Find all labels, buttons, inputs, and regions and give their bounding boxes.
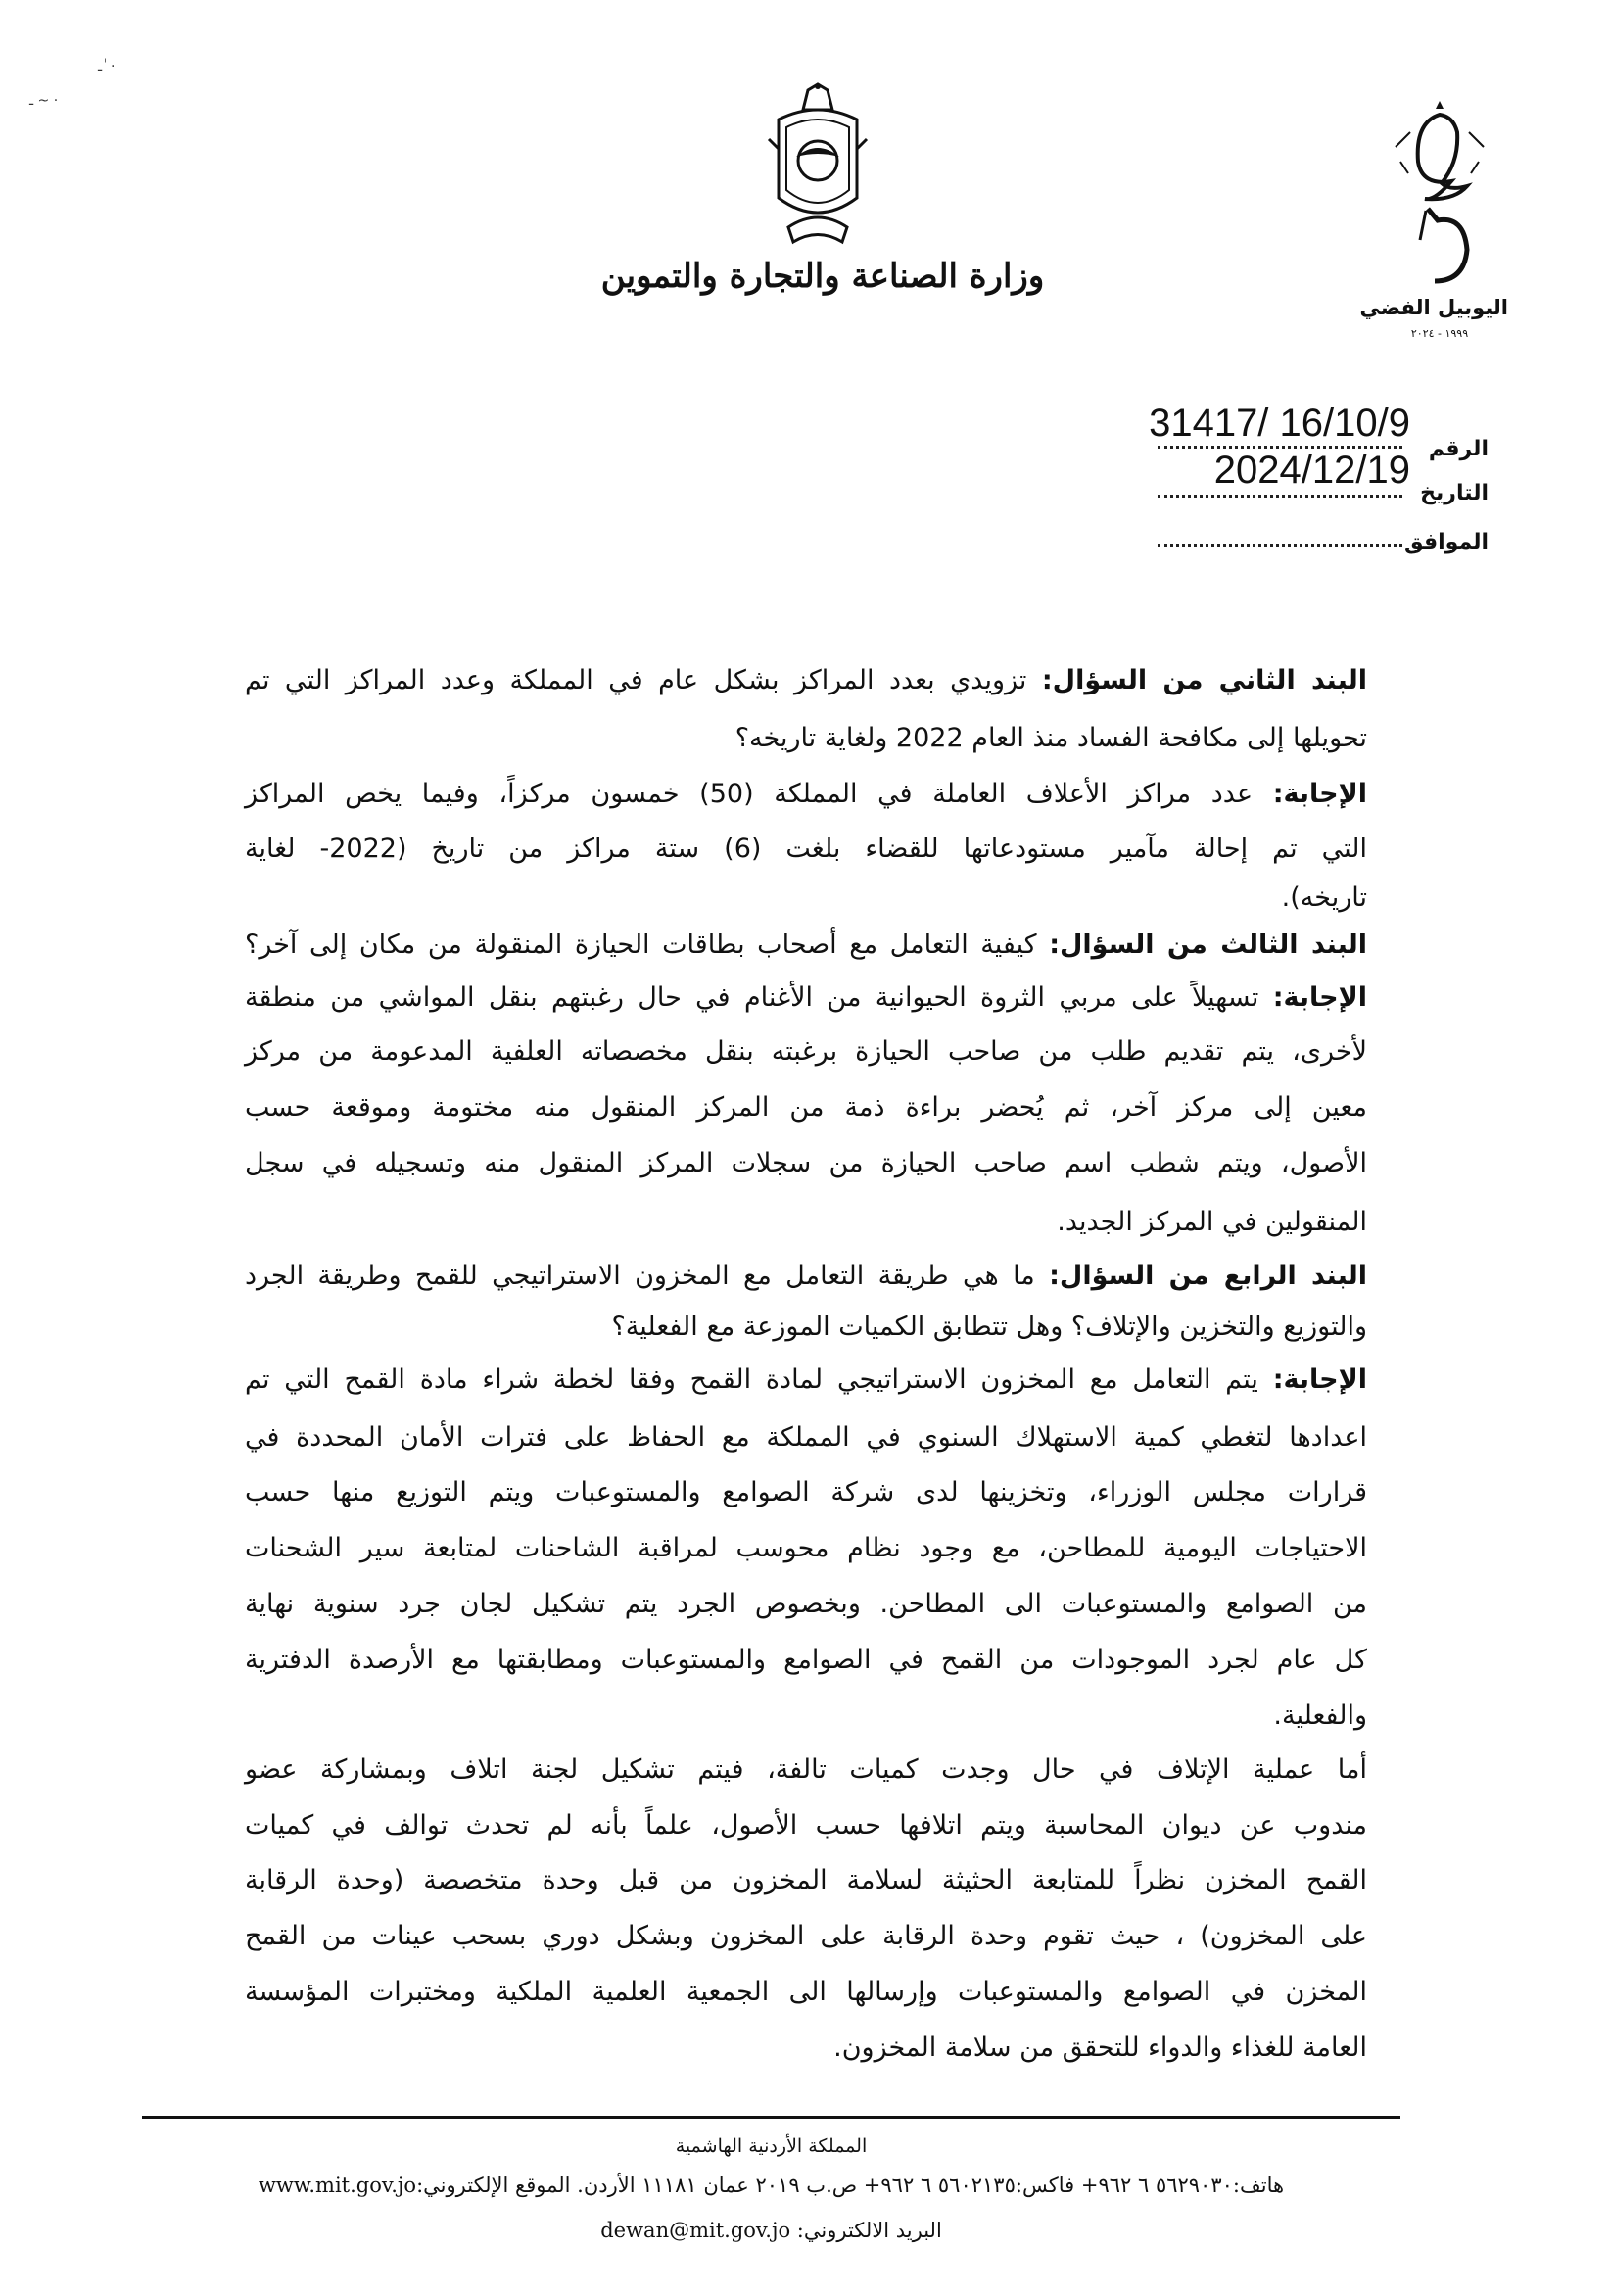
body-line [245, 1750, 1367, 1790]
silver-jubilee-logo [1381, 93, 1498, 289]
body-line [245, 1308, 1367, 1347]
body-line-text: تزويدي بعدد المراكز بشكل عام في المملكة وعدد المراكز التي تم [245, 665, 1042, 695]
body-line [245, 1144, 1367, 1183]
reference-date-label: التاريخ [1420, 481, 1489, 505]
hijri-date-label: الموافق [1403, 530, 1489, 554]
body-line-text: والفعلية. [1273, 1700, 1367, 1731]
body-line [245, 1973, 1367, 2012]
hijri-date-dotted-line [1158, 544, 1402, 547]
coat-of-arms-emblem [759, 80, 876, 247]
body-line-text: تسهيلاً على مربي الثروة الحيوانية من الأغنام في حال رغبتهم بنقل المواشي من منطقة [245, 982, 1273, 1013]
body-line [245, 1203, 1367, 1242]
body-line-text: تاريخه). [1281, 883, 1367, 913]
body-line-text: مندوب عن ديوان المحاسبة ويتم اتلافها حسب الأصول، علماً بأنه لم تحدث توالف في كميات [245, 1810, 1367, 1841]
body-line-text: لأخرى، يتم تقديم طلب من صاحب الحيازة برغبته بنقل مخصصاته العلفية المدعومة من مركز [245, 1036, 1367, 1067]
section-label: البند الثاني من السؤال: [1041, 665, 1367, 695]
body-line [245, 1806, 1367, 1845]
ministry-name: وزارة الصناعة والتجارة والتموين [600, 257, 1045, 296]
reference-date-dotted-line [1158, 495, 1402, 498]
body-line [245, 830, 1367, 869]
footer-divider [142, 2116, 1400, 2119]
body-line-text: أما عملية الإتلاف في حال وجدت كميات تالفة، فيتم تشكيل لجنة اتلاف وبمشاركة عضو [245, 1754, 1367, 1785]
body-line-text: الأصول، ويتم شطب اسم صاحب الحيازة من سجلات المركز المنقول منه وتسجيله في سجل [245, 1148, 1367, 1178]
body-line-text: معين إلى مركز آخر، ثم يُحضر براءة ذمة من المركز المنقول منه مختومة وموقعة حسب [245, 1092, 1367, 1123]
body-line [245, 1088, 1367, 1127]
body-line-text: والتوزيع والتخزين والإتلاف؟ وهل تتطابق الكميات الموزعة مع الفعلية؟ [611, 1312, 1367, 1342]
body-line [245, 775, 1367, 814]
body-line-text: ما هي طريقة التعامل مع المخزون الاستراتيجي للقمح وطريقة الجرد [245, 1261, 1050, 1291]
body-line [245, 926, 1367, 965]
body-line [245, 1861, 1367, 1900]
body-line-text: عدد مراكز الأعلاف العاملة في المملكة (50) خمسون مركزاً، وفيما يخص المراكز [245, 779, 1273, 809]
jubilee-title: اليوبيل الفضي [1359, 296, 1508, 319]
footer-email: البريد الالكتروني: dewan@mit.gov.jo [600, 2219, 942, 2242]
body-line-text: العامة للغذاء والدواء للتحقق من سلامة المخزون. [833, 2033, 1367, 2063]
footer-country: المملكة الأردنية الهاشمية [675, 2135, 868, 2157]
body-line [245, 1641, 1367, 1680]
jubilee-years: ١٩٩٩ - ٢٠٢٤ [1410, 327, 1469, 340]
body-line-text: القمح المخزن نظراً للمتابعة الحثيثة لسلامة المخزون من قبل وحدة متخصصة (وحدة الرقابة [245, 1865, 1367, 1895]
body-line [245, 1473, 1367, 1512]
body-line-text: اعدادها لتغطي كمية الاستهلاك السنوي في المملكة مع الحفاظ على فترات الأمان المحددة في [245, 1422, 1367, 1453]
body-line [245, 1585, 1367, 1624]
reference-number: 31417/ 16/10/9 [1149, 402, 1410, 445]
reference-number-label: الرقم [1428, 437, 1489, 461]
body-line [245, 879, 1367, 918]
section-label: البند الرابع من السؤال: [1049, 1261, 1367, 1291]
section-label: البند الثالث من السؤال: [1049, 930, 1368, 960]
reference-date: 2024/12/19 [1213, 449, 1410, 492]
body-line-text: التي تم إحالة مآمير مستودعاتها للقضاء بلغت (6) ستة مراكز من تاريخ (2022- لغاية [245, 834, 1368, 864]
body-line-text: المنقولين في المركز الجديد. [1057, 1207, 1367, 1237]
body-line [245, 1032, 1367, 1072]
body-line-text: كل عام لجرد الموجودات من القمح في الصوامع والمستوعبات ومطابقتها مع الأرصدة الدفترية [245, 1645, 1367, 1675]
section-label: الإجابة: [1272, 982, 1367, 1013]
handwritten-mark: ـ ~ · [29, 93, 59, 109]
body-line-text: قرارات مجلس الوزراء، وتخزينها لدى شركة الصوامع والمستوعبات ويتم التوزيع منها حسب [245, 1477, 1367, 1507]
body-line [245, 1917, 1367, 1956]
section-label: الإجابة: [1272, 779, 1368, 809]
body-line-text: الاحتياجات اليومية للمطاحن، مع وجود نظام محوسب لمراقبة الشاحنات لمتابعة سير الشحنات [245, 1533, 1367, 1563]
footer-contact: هاتف:٥٦٢٩٠٣٠ ٦ ٩٦٢+ فاكس:٥٦٠٢١٣٥ ٦ ٩٦٢+ ص.ب ٢٠١٩ عمان ١١١٨١ الأردن. الموقع الإلكتروني:www.mit.gov.jo [258, 2174, 1285, 2197]
body-line [245, 2029, 1367, 2068]
body-line [245, 719, 1367, 758]
section-label: الإجابة: [1272, 1364, 1367, 1395]
body-line [245, 979, 1367, 1018]
body-line-text: تحويلها إلى مكافحة الفساد منذ العام 2022 ولغاية تاريخه؟ [734, 723, 1367, 753]
body-line-text: المخزن في الصوامع والمستوعبات وإرسالها الى الجمعية العلمية الملكية ومختبرات المؤسسة [245, 1977, 1367, 2007]
body-line [245, 1529, 1367, 1568]
body-line-text: من الصوامع والمستوعبات الى المطاحن. وبخصوص الجرد يتم تشكيل لجان جرد سنوية نهاية [245, 1589, 1367, 1619]
body-line-text: يتم التعامل مع المخزون الاستراتيجي لمادة القمح وفقا لخطة شراء مادة القمح التي تم [245, 1364, 1273, 1395]
body-line [245, 1361, 1367, 1400]
body-line [245, 1257, 1367, 1296]
body-line-text: كيفية التعامل مع أصحاب بطاقات الحيازة المنقولة من مكان إلى آخر؟ [245, 930, 1050, 960]
body-line [245, 1697, 1367, 1736]
body-line-text: على المخزون) ، حيث تقوم وحدة الرقابة على المخزون وبشكل دوري بسحب عينات من القمح [245, 1921, 1367, 1951]
handwritten-mark: ـ ٰ · [98, 59, 116, 74]
body-line [245, 661, 1367, 700]
body-line [245, 1418, 1367, 1458]
